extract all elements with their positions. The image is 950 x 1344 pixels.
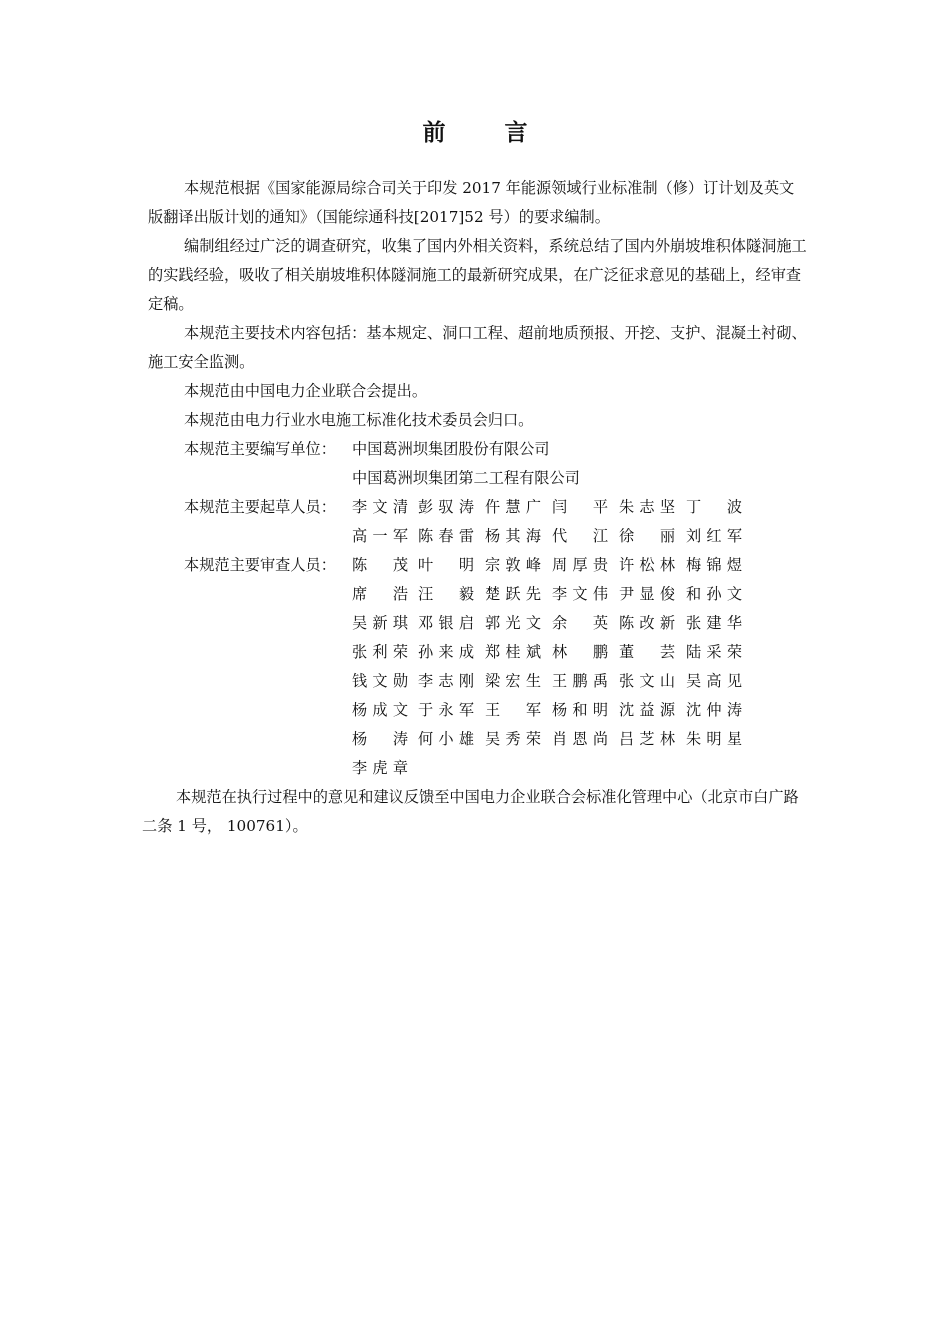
person-name: 李虎章: [352, 759, 408, 777]
paragraph-proposer: 本规范由中国电力企业联合会提出。: [184, 382, 427, 400]
person-name: 孙来成: [418, 643, 474, 661]
person-name: 朱志坚: [619, 498, 675, 516]
reviewers-row: [148, 754, 808, 783]
person-name: 郑桂斌: [485, 643, 541, 661]
person-name: 闫平: [552, 498, 608, 516]
drafters-row: [148, 522, 808, 551]
person-name: 徐丽: [619, 527, 675, 545]
person-name: 肖恩尚: [552, 730, 608, 748]
person-name: 董芸: [619, 643, 675, 661]
person-name: 陆采荣: [686, 643, 742, 661]
person-name: 彭驭涛: [418, 498, 474, 516]
reviewers-row: [148, 638, 808, 667]
person-name: 陈改新: [619, 614, 675, 632]
person-name: 吴高见: [686, 672, 742, 690]
paragraph-content: 本规范主要技术内容包括：基本规定、洞口工程、超前地质预报、开挖、支护、混凝土衬砌、施工安全监测。: [148, 324, 807, 371]
reviewers-row: [148, 580, 808, 609]
editing-units-label: 本规范主要编写单位：: [184, 440, 336, 458]
editing-unit: 中国葛洲坝集团第二工程有限公司: [352, 469, 580, 487]
person-name: 李志刚: [418, 672, 474, 690]
person-name: 李文伟: [552, 585, 608, 603]
person-name: 钱文勋: [352, 672, 408, 690]
person-name: 梅锦煜: [686, 556, 742, 574]
drafters-row: [148, 493, 808, 522]
person-name: 于永军: [418, 701, 474, 719]
person-name: 席浩: [352, 585, 408, 603]
person-name: 王军: [485, 701, 541, 719]
person-name: 吴新琪: [352, 614, 408, 632]
reviewers-row: [148, 609, 808, 638]
person-name: 宗敦峰: [485, 556, 541, 574]
person-name: 陈春雷: [418, 527, 474, 545]
person-name: 杨成文: [352, 701, 408, 719]
person-name: 沈益源: [619, 701, 675, 719]
person-name: 沈仲涛: [686, 701, 742, 719]
person-name: 余英: [552, 614, 608, 632]
drafters-label: 本规范主要起草人员：: [184, 498, 336, 516]
person-name: 张文山: [619, 672, 675, 690]
person-name: 朱明星: [686, 730, 742, 748]
person-name: 丁波: [686, 498, 742, 516]
paragraph-basis: 本规范根据《国家能源局综合司关于印发 2017 年能源领域行业标准制（修）订计划及英文版翻译出版计划的通知》（国能综通科技[2017]52 号）的要求编制。: [148, 179, 795, 226]
person-name: 何小雄: [418, 730, 474, 748]
person-name: 刘红军: [686, 527, 742, 545]
person-name: 陈茂: [352, 556, 408, 574]
reviewers-row: [148, 725, 808, 754]
person-name: 张利荣: [352, 643, 408, 661]
person-name: 代江: [552, 527, 608, 545]
reviewers-row: [148, 667, 808, 696]
paragraph-research: 编制组经过广泛的调查研究，收集了国内外相关资料，系统总结了国内外崩坡堆积体隧洞施工的实践经验，吸收了相关崩坡堆积体隧洞施工的最新研究成果，在广泛征求意见的基础上，经审查定稿。: [148, 237, 807, 313]
person-name: 张建华: [686, 614, 742, 632]
person-name: 尹显俊: [619, 585, 675, 603]
person-name: 许松林: [619, 556, 675, 574]
person-name: 杨涛: [352, 730, 408, 748]
person-name: 杨其海: [485, 527, 541, 545]
person-name: 林鹏: [552, 643, 608, 661]
editing-units-row: [148, 464, 808, 493]
person-name: 梁宏生: [485, 672, 541, 690]
person-name: 和孙文: [686, 585, 742, 603]
page-title: 前 言: [422, 120, 546, 146]
person-name: 汪毅: [418, 585, 474, 603]
person-name: 吴秀荣: [485, 730, 541, 748]
person-name: 邓银启: [418, 614, 474, 632]
reviewers-row: [148, 551, 808, 580]
reviewers-row: [148, 696, 808, 725]
person-name: 郭光文: [485, 614, 541, 632]
person-name: 李文清: [352, 498, 408, 516]
paragraph-feedback: 本规范在执行过程中的意见和建议反馈至中国电力企业联合会标准化管理中心（北京市白广路二条 1 号， 100761）。: [142, 788, 799, 835]
person-name: 仵慧广: [485, 498, 541, 516]
person-name: 楚跃先: [485, 585, 541, 603]
editing-unit: 中国葛洲坝集团股份有限公司: [352, 440, 550, 458]
editing-units-row: [148, 435, 808, 464]
person-name: 杨和明: [552, 701, 608, 719]
paragraph-administrator: 本规范由电力行业水电施工标准化技术委员会归口。: [184, 411, 534, 429]
person-name: 王鹏禹: [552, 672, 608, 690]
person-name: 高一军: [352, 527, 408, 545]
person-name: 周厚贵: [552, 556, 608, 574]
reviewers-label: 本规范主要审查人员：: [184, 556, 336, 574]
person-name: 叶明: [418, 556, 474, 574]
person-name: 吕芝林: [619, 730, 675, 748]
